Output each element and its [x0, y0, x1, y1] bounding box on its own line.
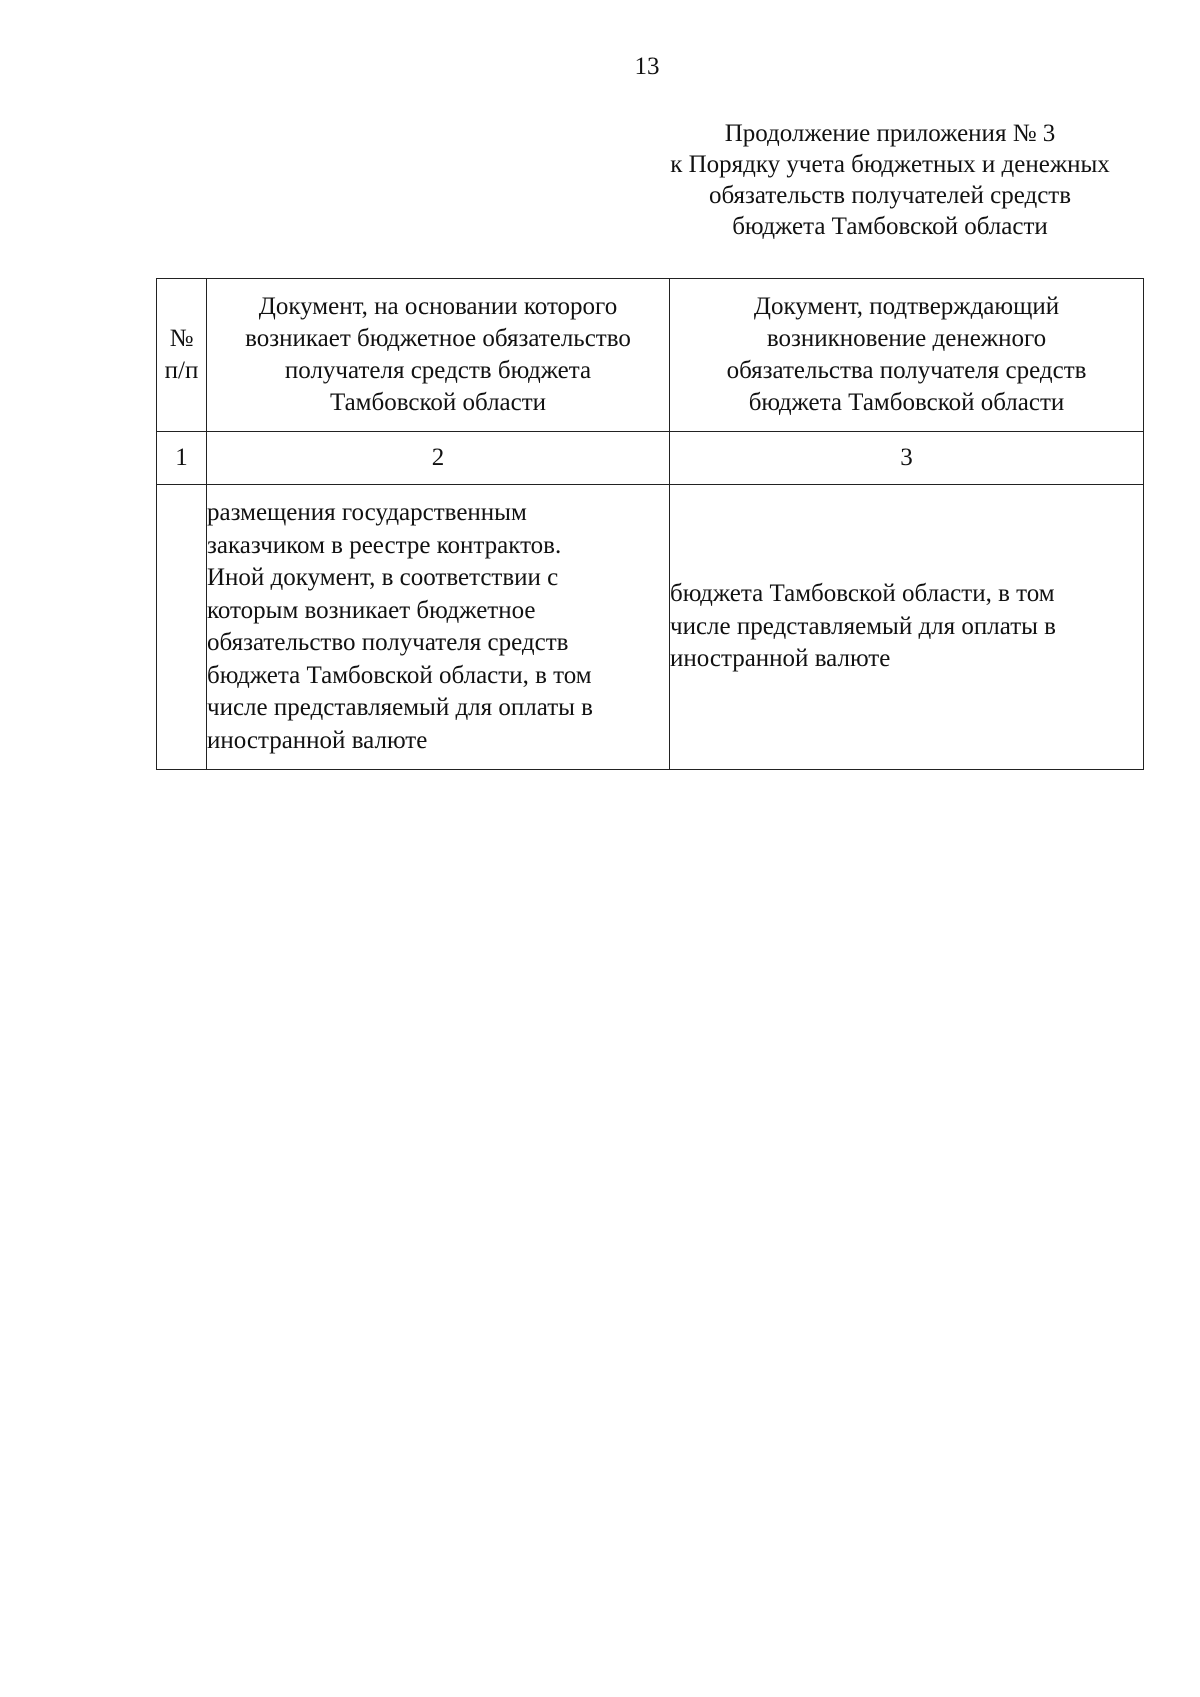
table-row	[157, 485, 1144, 770]
row-doc-confirm-cell: бюджета Тамбовской области, в том числе представляемый для оплаты в иностранной валюте	[670, 485, 1144, 770]
column-header-doc-basis	[207, 279, 670, 432]
obligations-table	[156, 278, 1144, 770]
column-number-2: 2	[207, 432, 670, 485]
appendix-header-line-2: к Порядку учета бюджетных и денежных	[670, 151, 1110, 178]
column-number-1: 1	[157, 432, 207, 485]
column-header-num-text: № п/п	[164, 325, 199, 384]
column-header-doc-confirm	[670, 279, 1144, 432]
appendix-header	[600, 118, 1180, 242]
column-header-doc-confirm-text: Документ, подтверждающий возникновение денежного обязательства получателя средств бюджета Тамбовской области	[726, 293, 1087, 416]
column-number-3: 3	[670, 432, 1144, 485]
appendix-header-line-3: обязательств получателей средств	[708, 182, 1072, 209]
table-header-row	[157, 279, 1144, 432]
appendix-header-line-1: Продолжение приложения № 3	[724, 120, 1056, 147]
row-num-cell	[157, 485, 207, 770]
column-header-num	[157, 279, 207, 432]
column-header-doc-basis-text: Документ, на основании которого возникает бюджетное обязательство получателя средств бюджета Тамбовской области	[245, 293, 631, 416]
column-number-row	[157, 432, 1144, 485]
appendix-header-line-4: бюджета Тамбовской области	[732, 213, 1048, 240]
row-doc-basis-cell: размещения государственным заказчиком в реестре контрактов. Иной документ, в соответствии с которым возникает бюджетное обязательство получателя средств бюджета Тамбовской области, в том числе представляемый для оплаты в иностранной валюте	[207, 485, 670, 770]
page-number: 13	[634, 53, 660, 80]
